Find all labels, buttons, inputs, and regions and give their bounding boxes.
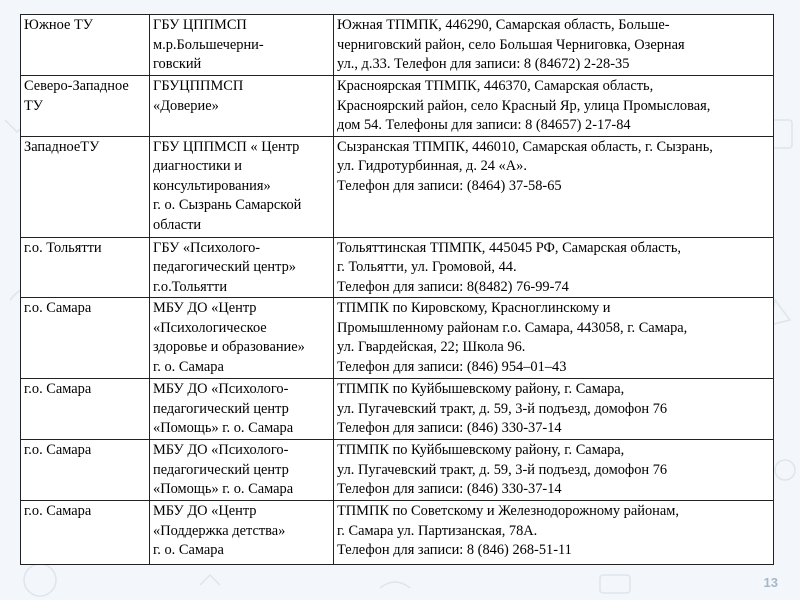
- organization-cell: МБУ ДО «Центр «Психологическое здоровье и образование» г. о. Самара: [150, 298, 334, 379]
- table-row: [21, 379, 774, 440]
- organization-cell: МБУ ДО «Психолого- педагогический центр «Помощь» г. о. Самара: [150, 440, 334, 501]
- region-cell: г.о. Самара: [21, 379, 150, 440]
- contact-cell: Южная ТПМПК, 446290, Самарская область, Больше- черниговский район, село Большая Черниговка, Озерная ул., д.33. Телефон для записи: 8 (84672) 2-28-35: [334, 15, 774, 76]
- contact-cell: Тольяттинская ТПМПК, 445045 РФ, Самарская область, г. Тольятти, ул. Громовой, 44. Телефон для записи: 8(8482) 76-99-74: [334, 237, 774, 298]
- region-cell: г.о. Самара: [21, 440, 150, 501]
- region-cell: г.о. Самара: [21, 298, 150, 379]
- contact-cell: ТПМПК по Советскому и Железнодорожному районам, г. Самара ул. Партизанская, 78А. Телефон для записи: 8 (846) 268-51-11: [334, 501, 774, 565]
- contact-cell: Красноярская ТПМПК, 446370, Самарская область, Красноярский район, село Красный Яр, улица Промысловая, дом 54. Телефоны для записи: 8 (84657) 2-17-84: [334, 76, 774, 137]
- organization-cell: ГБУ ЦППМСП « Центр диагностики и консультирования» г. о. Сызрань Самарской области: [150, 136, 334, 237]
- table-row: [21, 76, 774, 137]
- table-row: [21, 136, 774, 237]
- organization-cell: ГБУЦППМСП «Доверие»: [150, 76, 334, 137]
- contact-cell: ТПМПК по Куйбышевскому району, г. Самара, ул. Пугачевский тракт, д. 59, 3-й подъезд, домофон 76 Телефон для записи: (846) 330-37-14: [334, 440, 774, 501]
- contact-cell: ТПМПК по Куйбышевскому району, г. Самара, ул. Пугачевский тракт, д. 59, 3-й подъезд, домофон 76 Телефон для записи: (846) 330-37-14: [334, 379, 774, 440]
- organization-cell: ГБУ ЦППМСП м.р.Большечерни- говский: [150, 15, 334, 76]
- organization-cell: МБУ ДО «Центр «Поддержка детства» г. о. Самара: [150, 501, 334, 565]
- contacts-table-container: [20, 14, 773, 563]
- organization-cell: ГБУ «Психолого- педагогический центр» г.о.Тольятти: [150, 237, 334, 298]
- contacts-table: [20, 14, 774, 565]
- region-cell: Южное ТУ: [21, 15, 150, 76]
- table-row: [21, 15, 774, 76]
- contact-cell: Сызранская ТПМПК, 446010, Самарская область, г. Сызрань, ул. Гидротурбинная, д. 24 «А». Телефон для записи: (8464) 37-58-65: [334, 136, 774, 237]
- table-row: [21, 298, 774, 379]
- region-cell: г.о. Самара: [21, 501, 150, 565]
- page-number: 13: [763, 575, 778, 590]
- region-cell: г.о. Тольятти: [21, 237, 150, 298]
- table-row: [21, 237, 774, 298]
- region-cell: Северо-Западное ТУ: [21, 76, 150, 137]
- organization-cell: МБУ ДО «Психолого- педагогический центр «Помощь» г. о. Самара: [150, 379, 334, 440]
- region-cell: ЗападноеТУ: [21, 136, 150, 237]
- contact-cell: ТПМПК по Кировскому, Красноглинскому и Промышленному районам г.о. Самара, 443058, г. Самара, ул. Гвардейская, 22; Школа 96. Телефон для записи: (846) 954–01–43: [334, 298, 774, 379]
- table-row: [21, 501, 774, 565]
- table-row: [21, 440, 774, 501]
